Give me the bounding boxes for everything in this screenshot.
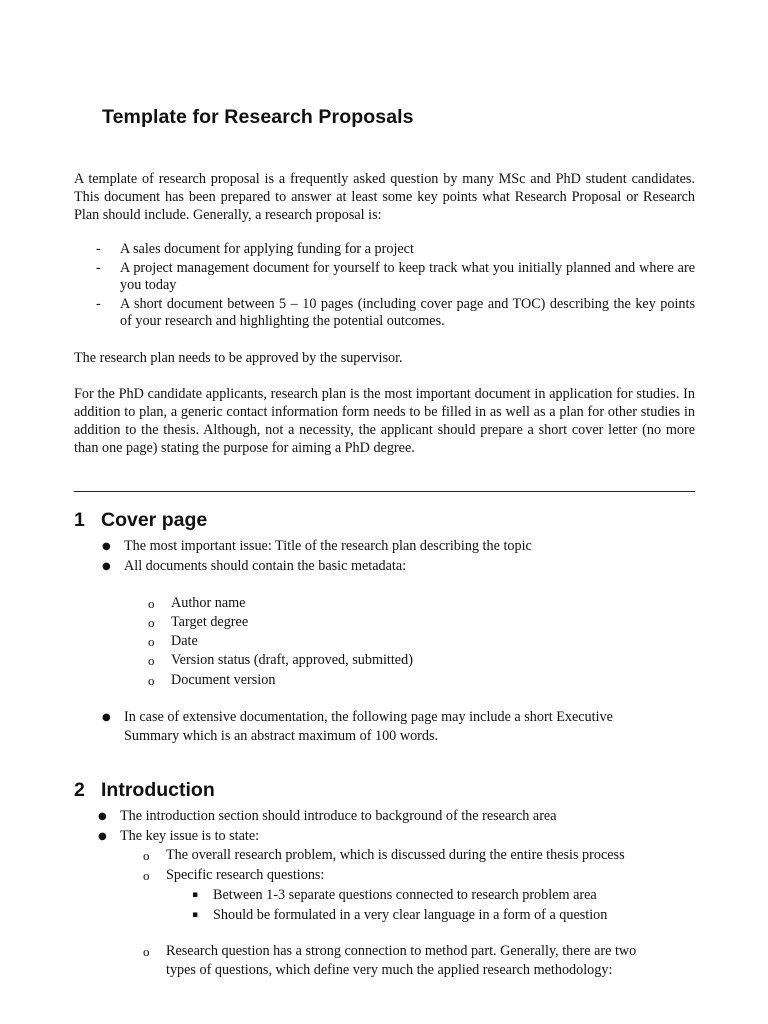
list-item: ● All documents should contain the basic metadata: <box>102 558 407 574</box>
dash-marker: - <box>96 295 101 312</box>
approval-paragraph: The research plan needs to be approved by the supervisor. <box>74 350 403 366</box>
list-item: o Document version <box>148 672 276 688</box>
list-item: - A project management document for yourself to keep track what you initially planned and where are you today <box>96 259 695 293</box>
list-item: - A sales document for applying funding for a project <box>96 241 414 257</box>
list-item: o Target degree <box>148 614 249 630</box>
circle-bullet-icon: o <box>148 596 155 611</box>
list-item: o Specific research questions: <box>143 867 325 883</box>
list-item: ▪ Should be formulated in a very clear language in a form of a question <box>192 907 608 923</box>
bullet-icon: ● <box>98 831 107 842</box>
bullet-icon: ● <box>102 541 111 552</box>
section-number: 1 <box>74 509 85 531</box>
intro-list <box>74 241 695 332</box>
circle-bullet-icon: o <box>143 944 150 959</box>
list-item: o Version status (draft, approved, submitted) <box>148 652 413 668</box>
list-item-continuation: types of questions, which define very much the applied research methodology: <box>166 962 613 978</box>
circle-bullet-icon: o <box>143 848 150 863</box>
phd-paragraph: For the PhD candidate applicants, research plan is the most important document in application for studies. In addition to plan, a generic contact information form needs to be filled in as well as a plan for other studies in addition to the thesis. Although, not a necessity, the applicant should prepare a short cover letter (no more than one page) stating the purpose for aiming a PhD degree. <box>74 386 695 456</box>
list-item: o The overall research problem, which is discussed during the entire thesis process <box>143 847 625 863</box>
circle-bullet-icon: o <box>148 653 155 668</box>
section-heading-cover-page <box>74 509 207 532</box>
bullet-icon: ● <box>102 712 111 723</box>
section-heading-introduction <box>74 779 215 802</box>
list-item: ● In case of extensive documentation, the following page may include a short Executive <box>102 709 613 725</box>
list-item: ● The introduction section should introduce to background of the research area <box>98 808 557 824</box>
square-bullet-icon: ▪ <box>192 910 199 920</box>
circle-bullet-icon: o <box>148 634 155 649</box>
circle-bullet-icon: o <box>148 673 155 688</box>
list-item: o Research question has a strong connection to method part. Generally, there are two <box>143 943 637 959</box>
square-bullet-icon: ▪ <box>192 890 199 900</box>
document-title: Template for Research Proposals <box>102 106 414 128</box>
list-item: ● The most important issue: Title of the research plan describing the topic <box>102 538 532 554</box>
dash-marker: - <box>96 241 101 257</box>
bullet-icon: ● <box>98 811 107 822</box>
circle-bullet-icon: o <box>148 615 155 630</box>
section-title: Introduction <box>101 779 215 801</box>
list-item: o Author name <box>148 595 246 611</box>
section-title: Cover page <box>101 509 208 531</box>
list-item: o Date <box>148 633 198 649</box>
list-item: ▪ Between 1-3 separate questions connected to research problem area <box>192 887 597 903</box>
section-number: 2 <box>74 779 85 801</box>
list-item-continuation: Summary which is an abstract maximum of 100 words. <box>124 728 439 744</box>
section-divider <box>74 491 695 492</box>
circle-bullet-icon: o <box>143 868 150 883</box>
list-item: - A short document between 5 – 10 pages (including cover page and TOC) describing the key points of your research and highlighting the potential outcomes. <box>96 295 695 329</box>
dash-marker: - <box>96 259 101 276</box>
intro-paragraph: A template of research proposal is a frequently asked question by many MSc and PhD student candidates. This document has been prepared to answer at least some key points what Research Proposal or Research Plan should include. Generally, a research proposal is: <box>74 171 695 223</box>
list-item: ● The key issue is to state: <box>98 828 260 844</box>
bullet-icon: ● <box>102 561 111 572</box>
